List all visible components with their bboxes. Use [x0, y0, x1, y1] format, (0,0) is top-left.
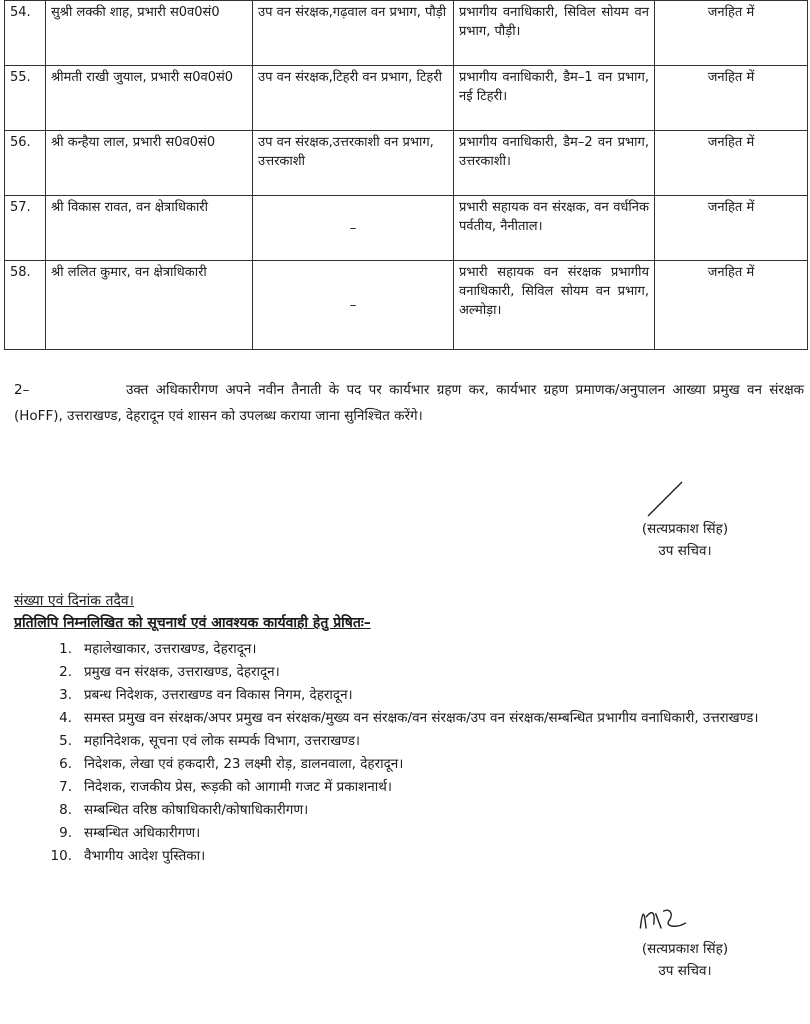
new-post: प्रभारी सहायक वन संरक्षक, वन वर्धनिक पर्वतीय, नैनीताल। [454, 196, 655, 261]
reason: जनहित में [655, 261, 808, 350]
table-row [5, 66, 808, 131]
list-item: 1. महालेखाकार, उत्तराखण्ड, देहरादून। [59, 641, 257, 657]
table-row [5, 196, 808, 261]
current-post: उप वन संरक्षक,टिहरी वन प्रभाग, टिहरी [253, 66, 454, 131]
officer-name: श्री ललित कुमार, वन क्षेत्राधिकारी [46, 261, 253, 350]
table-row [5, 1, 808, 66]
current-post: – [253, 261, 454, 350]
list-item: 2. प्रमुख वन संरक्षक, उत्तराखण्ड, देहरादून। [59, 664, 280, 680]
reason: जनहित में [655, 1, 808, 66]
copy-to-heading: प्रतिलिपि निम्नलिखित को सूचनार्थ एवं आवश्यक कार्यवाही हेतु प्रेषितः– [14, 615, 371, 631]
paragraph-2 [14, 377, 804, 429]
new-post: प्रभागीय वनाधिकारी, डैम–2 वन प्रभाग, उत्तरकाशी। [454, 131, 655, 196]
signatory-designation: उप सचिव। [658, 963, 712, 979]
reason: जनहित में [655, 66, 808, 131]
signature-block [590, 480, 780, 562]
signatory-designation: उप सचिव। [658, 543, 712, 559]
list-item: 9. सम्बन्धित अधिकारीगण। [59, 825, 201, 841]
reason: जनहित में [655, 196, 808, 261]
serial-number: 56. [5, 131, 46, 196]
officer-name: श्री कन्हैया लाल, प्रभारी स0व0सं0 [46, 131, 253, 196]
signatory-name: (सत्यप्रकाश सिंह) [641, 941, 729, 957]
officer-name: सुश्री लक्की शाह, प्रभारी स0व0सं0 [46, 1, 253, 66]
current-post: – [253, 196, 454, 261]
serial-number: 58. [5, 261, 46, 350]
officer-name: श्री विकास रावत, वन क्षेत्राधिकारी [46, 196, 253, 261]
copy-recipient-list [14, 638, 804, 868]
signatory-name: (सत्यप्रकाश सिंह) [641, 521, 729, 537]
signature-stroke-icon [590, 480, 780, 518]
current-post: उप वन संरक्षक,उत्तरकाशी वन प्रभाग, उत्तरकाशी [253, 131, 454, 196]
new-post: प्रभागीय वनाधिकारी, सिविल सोयम वन प्रभाग, पौड़ी। [454, 1, 655, 66]
table-row [5, 131, 808, 196]
list-item: 3. प्रबन्ध निदेशक, उत्तराखण्ड वन विकास निगम, देहरादून। [59, 687, 353, 703]
serial-number: 57. [5, 196, 46, 261]
new-post: प्रभागीय वनाधिकारी, डैम–1 वन प्रभाग, नई टिहरी। [454, 66, 655, 131]
new-post: प्रभारी सहायक वन संरक्षक प्रभागीय वनाधिकारी, सिविल सोयम वन प्रभाग, अल्मोड़ा। [454, 261, 655, 350]
list-item: 4. समस्त प्रमुख वन संरक्षक/अपर प्रमुख वन संरक्षक/मुख्य वन संरक्षक/वन संरक्षक/उप वन संरक्षक/सम्बन्धित प्रभागीय वनाधिकारी, उत्तराखण्ड। [59, 710, 759, 726]
reference-block [14, 590, 371, 634]
transfer-table [4, 0, 808, 350]
list-item: 8. सम्बन्धित वरिष्ठ कोषाधिकारी/कोषाधिकारीगण। [59, 802, 309, 818]
officer-name: श्रीमती राखी जुयाल, प्रभारी स0व0सं0 [46, 66, 253, 131]
list-item: 7. निदेशक, राजकीय प्रेस, रूड़की को आगामी गजट में प्रकाशनार्थ। [59, 779, 393, 795]
list-item: 10. वैभागीय आदेश पुस्तिका। [50, 848, 206, 864]
current-post: उप वन संरक्षक,गढ़वाल वन प्रभाग, पौड़ी [253, 1, 454, 66]
table-row [5, 261, 808, 350]
reason: जनहित में [655, 131, 808, 196]
list-item: 6. निदेशक, लेखा एवं हकदारी, 23 लक्ष्मी रोड़, डालनवाला, देहरादून। [59, 756, 404, 772]
serial-number: 55. [5, 66, 46, 131]
signature-block [590, 900, 780, 982]
paragraph-text: उक्त अधिकारीगण अपने नवीन तैनाती के पद पर कार्यभार ग्रहण कर, कार्यभार ग्रहण प्रमाणक/अनुपालन आख्या प्रमुख वन संरक्षक (HoFF), उत्तराखण्ड, देहरादून एवं शासन को उपलब्ध कराया जाना सुनिश्चित करेंगे। [14, 382, 804, 424]
serial-number: 54. [5, 1, 46, 66]
reference-number-line: संख्या एवं दिनांक तदैव। [14, 593, 134, 609]
paragraph-number: 2– [14, 382, 30, 398]
handwritten-signature-icon [590, 900, 780, 938]
list-item: 5. महानिदेशक, सूचना एवं लोक सम्पर्क विभाग, उत्तराखण्ड। [59, 733, 361, 749]
